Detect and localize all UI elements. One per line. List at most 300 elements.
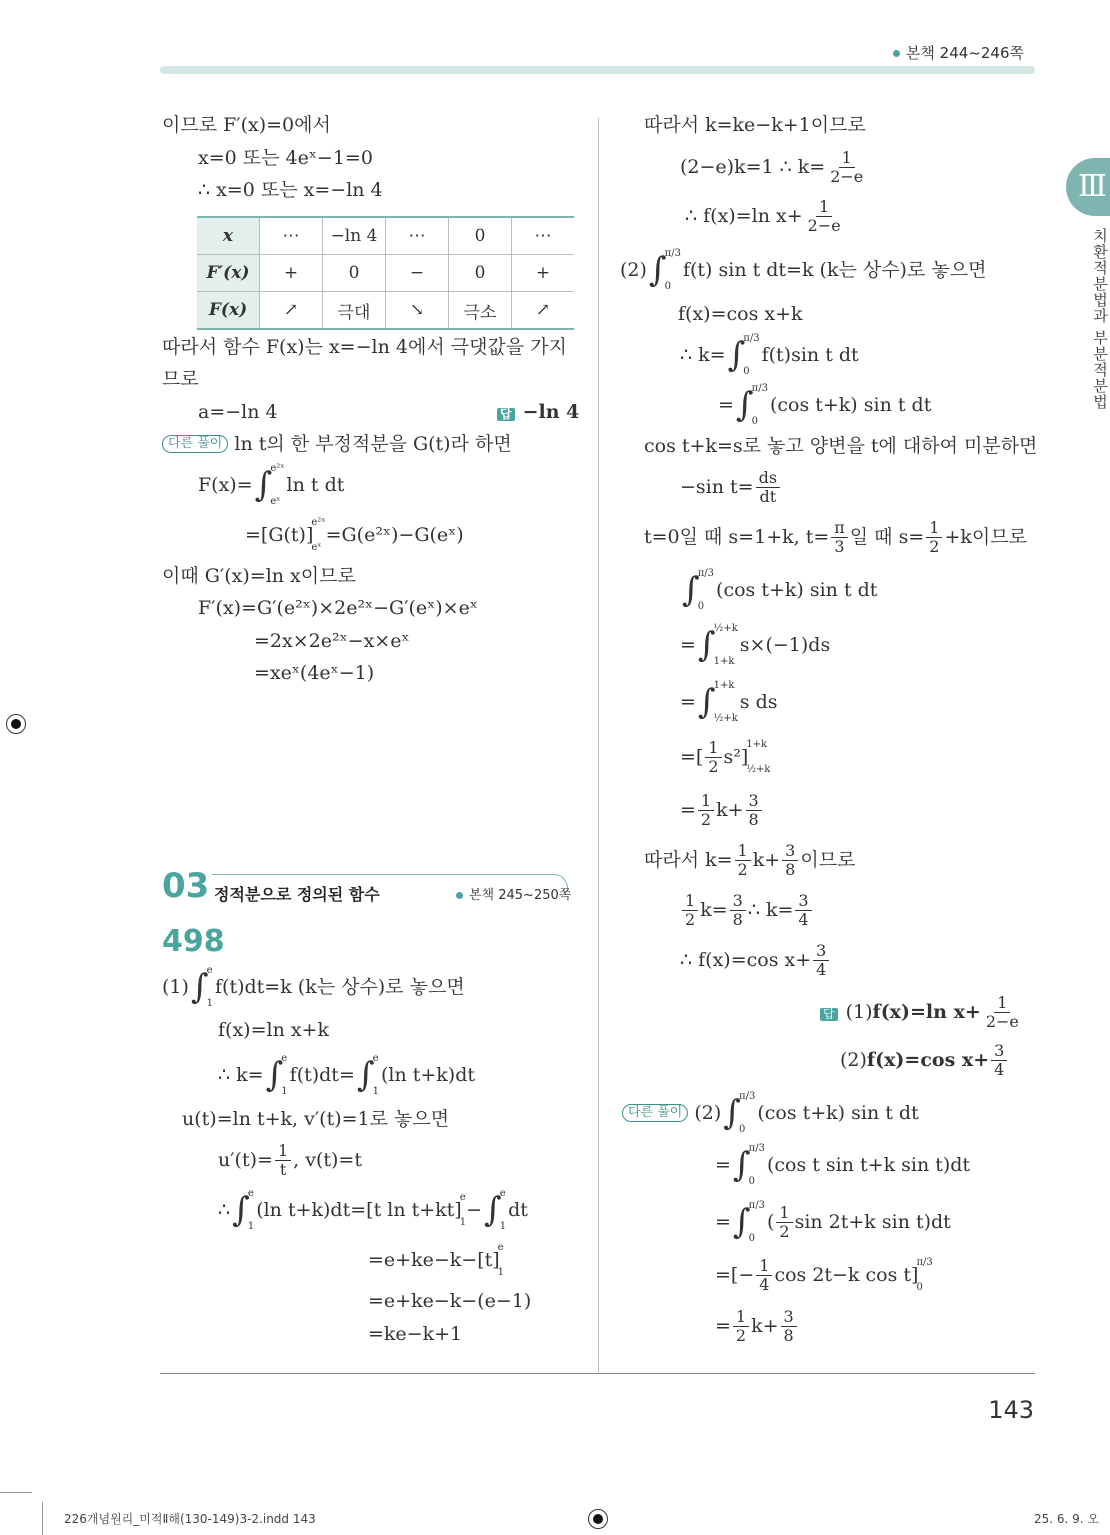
math-text: ∴ f(x)=cos x+ <box>680 948 812 971</box>
integral-limits <box>500 1188 506 1232</box>
solution-line <box>198 594 478 622</box>
math-text: =e+ke−k−[t] <box>368 1248 500 1271</box>
fraction <box>795 892 811 928</box>
solution-line <box>820 992 1024 1031</box>
math-text: ∴ k= <box>218 1063 264 1086</box>
upper-limit: π/3 <box>664 248 681 259</box>
fraction <box>776 1204 792 1240</box>
integral-sign-icon: ∫ <box>254 465 273 505</box>
math-text: s×(−1)ds <box>739 633 831 656</box>
numerator: 1 <box>839 149 855 168</box>
solution-line <box>680 467 782 506</box>
integral <box>733 1143 765 1187</box>
lower-limit: 1+k <box>713 656 735 667</box>
alternative-solution-badge: 다른 풀이 <box>162 435 228 453</box>
answer-badge: 답 <box>497 408 515 421</box>
numerator: 1 <box>816 198 832 217</box>
integral-limits <box>752 383 768 427</box>
fraction <box>275 1142 291 1178</box>
lower-limit: 0 <box>739 1124 746 1135</box>
solution-line <box>218 1188 528 1232</box>
solution-line <box>162 965 465 1009</box>
solution-line <box>644 111 866 139</box>
integral-limits <box>743 333 759 377</box>
solution-line <box>644 840 856 879</box>
chapter-title-vertical: 치환적분법과 부분적분법 <box>1091 228 1109 410</box>
math-text: ∴ f(x)=ln x+ <box>685 204 803 227</box>
numerator: 3 <box>746 792 762 811</box>
integral-limits <box>207 965 213 1009</box>
footer-file: 226개념원리_미적Ⅱ해(130-149)3-2.indd 143 <box>64 1512 316 1526</box>
numerator: ds <box>756 469 780 488</box>
denominator: 2−e <box>807 215 841 235</box>
integral-limits <box>373 1053 379 1097</box>
integral-limits <box>281 1053 287 1097</box>
math-text: sin 2t+k sin t)dt <box>794 1210 951 1233</box>
solution-line <box>715 1200 951 1244</box>
denominator: 4 <box>759 1274 770 1294</box>
table-cell: ↘ <box>386 292 449 330</box>
integral-sign-icon: ∫ <box>484 1190 502 1230</box>
math-text: cos t+k=s로 놓고 양변을 t에 대하여 미분하면 <box>644 434 1038 457</box>
solution-line <box>198 398 278 426</box>
upper-limit: ½+k <box>713 623 738 634</box>
denominator: 2−e <box>830 166 864 186</box>
integral-sign-icon: ∫ <box>697 682 716 722</box>
integral-limits <box>714 623 738 667</box>
bottom-rule <box>160 1373 1035 1374</box>
fraction <box>991 1042 1007 1078</box>
math-text: 일 때 s= <box>849 525 925 548</box>
math-text: (2−e)k=1 ∴ k= <box>680 155 826 178</box>
solution-line <box>622 1091 919 1135</box>
math-text: =[ <box>680 745 704 768</box>
lower-limit: 0 <box>748 1176 756 1187</box>
answer-text: −ln 4 <box>522 400 580 423</box>
solution-line <box>680 147 868 186</box>
math-text: 므로 <box>162 367 199 390</box>
table-cell: ↗ <box>260 292 323 330</box>
math-text: s ds <box>739 690 778 713</box>
math-text: ( <box>766 1210 775 1233</box>
upper-limit: π/3 <box>739 1091 756 1102</box>
integral <box>232 1188 254 1232</box>
math-text: ∴ x=0 또는 x=−ln 4 <box>198 178 383 201</box>
lower-limit: 1 <box>372 1086 379 1097</box>
integral-limits <box>698 568 714 612</box>
math-text: ln t dt <box>286 473 345 496</box>
math-text: 이므로 <box>800 848 856 871</box>
solution-line <box>644 432 1037 460</box>
integral <box>728 333 760 377</box>
integral-limits <box>714 680 738 724</box>
denominator: 2 <box>708 756 719 776</box>
header-bar <box>160 66 1035 74</box>
denominator: 4 <box>798 909 809 929</box>
numerator: 1 <box>275 1142 291 1161</box>
upper-limit: e <box>372 1053 379 1064</box>
integral-limits <box>270 463 284 507</box>
solution-line <box>685 196 846 235</box>
table-cell: ⋯ <box>512 217 575 255</box>
integral-sign-icon: ∫ <box>190 967 209 1007</box>
solution-line <box>198 463 345 507</box>
table-cell: −ln 4 <box>323 217 386 255</box>
integral <box>255 463 285 507</box>
integral <box>698 680 738 724</box>
math-text: ln t의 한 부정적분을 G(t)라 하면 <box>234 432 512 455</box>
denominator: t <box>279 1159 287 1179</box>
math-text: F(x)= <box>198 473 253 496</box>
fraction <box>756 469 780 505</box>
chapter-tab[interactable]: Ⅲ <box>1066 158 1110 216</box>
numerator: 1 <box>733 1308 749 1327</box>
evaluation-limits <box>498 1242 504 1278</box>
table-cell: ⋯ <box>386 217 449 255</box>
solution-line <box>678 300 803 328</box>
answer-expression: f(x)=ln x+ <box>872 1000 981 1023</box>
math-text: u′(t)= <box>218 1148 273 1171</box>
solution-line <box>245 517 464 553</box>
math-text: 이때 G′(x)=ln x이므로 <box>162 564 356 587</box>
math-text: , v(t)=t <box>293 1148 362 1171</box>
table-cell: F′(x) <box>197 255 260 292</box>
math-text: f(t) sin t dt=k (k는 상수)로 놓으면 <box>682 258 987 281</box>
math-text: (2) <box>694 1101 722 1124</box>
increase-decrease-table <box>197 216 574 330</box>
evaluation-limits <box>916 1257 932 1293</box>
table-row <box>197 255 574 292</box>
math-text: ∴ k= <box>747 898 794 921</box>
integral-sign-icon: ∫ <box>727 335 746 375</box>
solution-line <box>715 1143 971 1187</box>
answer-badge: 답 <box>820 1008 838 1021</box>
math-text: (1) <box>162 975 189 998</box>
fraction <box>746 792 762 828</box>
math-text: dt <box>508 1198 528 1221</box>
solution-line <box>218 1053 476 1097</box>
lower-limit: 0 <box>751 416 759 427</box>
fraction <box>730 892 746 928</box>
denominator: 2 <box>685 909 696 929</box>
upper-limit: e <box>499 1188 506 1199</box>
math-text: (cos t+k) sin t dt <box>769 393 932 416</box>
solution-line <box>680 568 878 612</box>
fraction <box>805 198 844 234</box>
numerator: 1 <box>705 739 721 758</box>
integral-sign-icon: ∫ <box>732 1202 751 1242</box>
table-cell: + <box>512 255 575 292</box>
integral <box>733 1200 765 1244</box>
denominator: 2 <box>700 809 712 829</box>
math-text: =G(e²ˣ)−G(eˣ) <box>325 523 464 546</box>
denominator: 2−e <box>985 1011 1019 1031</box>
solution-line <box>218 1140 362 1179</box>
upper-limit: π/3 <box>748 1200 765 1211</box>
denominator: 8 <box>732 909 743 929</box>
integral-limits <box>665 248 681 292</box>
math-text: s²] <box>723 745 749 768</box>
math-text: (2) <box>620 258 647 281</box>
lower-limit: 0 <box>697 601 705 612</box>
math-text: (cos t+k) sin t dt <box>757 1101 919 1124</box>
math-text: f(x)=ln x+k <box>218 1018 329 1041</box>
upper-limit: e <box>497 1242 504 1253</box>
integral-sign-icon: ∫ <box>232 1190 250 1230</box>
solution-line <box>198 144 373 172</box>
lower-limit: ½+k <box>713 713 738 724</box>
solution-line <box>680 623 831 667</box>
upper-limit: π/3 <box>697 568 715 579</box>
denominator: 8 <box>785 859 796 879</box>
integral-limits <box>749 1143 765 1187</box>
fraction <box>926 519 942 555</box>
numerator: 1 <box>776 1204 792 1223</box>
integral <box>723 1091 755 1135</box>
upper-limit: π/3 <box>748 1143 765 1154</box>
table-cell: ↗ <box>512 292 575 330</box>
solution-line <box>368 1242 505 1278</box>
numerator: 1 <box>994 994 1010 1013</box>
table-cell: 극대 <box>323 292 386 330</box>
column-divider <box>598 118 599 1373</box>
math-text: =e+ke−k−(e−1) <box>368 1289 532 1312</box>
crop-mark <box>0 1492 32 1493</box>
denominator: 4 <box>994 1059 1005 1079</box>
section-reference-text: 본책 245~250쪽 <box>469 888 572 903</box>
denominator: 8 <box>783 1325 794 1345</box>
upper-limit: π/3 <box>751 383 768 394</box>
upper-limit: e <box>206 965 213 976</box>
evaluation-limits <box>311 517 325 553</box>
math-text: +k이므로 <box>944 525 1027 548</box>
integral-sign-icon: ∫ <box>723 1093 742 1133</box>
table-cell: 0 <box>449 255 512 292</box>
math-text: =[− <box>715 1263 755 1286</box>
lower-limit: 0 <box>743 366 750 377</box>
lower-limit: 0 <box>664 281 672 292</box>
math-text: k= <box>700 898 728 921</box>
math-text: =xeˣ(4eˣ−1) <box>254 661 375 684</box>
math-text: k+ <box>752 848 781 871</box>
math-text: = <box>680 798 696 821</box>
table-cell: 0 <box>449 217 512 255</box>
upper-limit: e <box>281 1053 288 1064</box>
fraction <box>735 842 751 878</box>
lower-limit: 1 <box>497 1267 505 1278</box>
math-text: =ke−k+1 <box>368 1322 463 1345</box>
math-text: = <box>715 1314 731 1337</box>
math-text: 이므로 F′(x)=0에서 <box>162 113 331 136</box>
math-text: = <box>680 633 696 656</box>
footer-date: 25. 6. 9. 오 <box>1034 1512 1100 1526</box>
denominator: 2 <box>735 1325 747 1345</box>
table-cell: ⋯ <box>260 217 323 255</box>
math-text: = <box>680 690 696 713</box>
integral-sign-icon: ∫ <box>682 570 700 610</box>
numerator: 3 <box>781 1308 797 1327</box>
fraction <box>781 1308 797 1344</box>
solution-line <box>680 737 771 776</box>
lower-limit: 1 <box>281 1086 288 1097</box>
integral <box>484 1188 506 1232</box>
table-cell: − <box>386 255 449 292</box>
math-text: = <box>715 1153 731 1176</box>
fraction <box>756 1257 772 1293</box>
integral <box>682 568 714 612</box>
math-text: ∴ k= <box>680 343 726 366</box>
math-text: f(t)sin t dt <box>761 343 859 366</box>
math-text: k+ <box>716 798 744 821</box>
table-cell: F(x) <box>197 292 260 330</box>
upper-limit: 1+k <box>713 680 735 691</box>
solution-line <box>198 176 383 204</box>
solution-line <box>182 1105 449 1133</box>
integral-sign-icon: ∫ <box>356 1055 375 1095</box>
fraction <box>698 792 714 828</box>
numerator: 1 <box>698 792 714 811</box>
integral-sign-icon: ∫ <box>265 1055 284 1095</box>
solution-line <box>715 1306 799 1345</box>
fraction <box>827 149 866 185</box>
solution-line <box>218 1016 329 1044</box>
integral <box>649 248 681 292</box>
integral <box>357 1053 379 1097</box>
denominator: 2 <box>779 1221 790 1241</box>
integral-limits <box>739 1091 755 1135</box>
answer <box>497 402 579 423</box>
solution-line <box>680 680 778 724</box>
upper-limit: e <box>247 1188 254 1199</box>
integral <box>736 383 768 427</box>
math-text: = <box>715 1210 731 1233</box>
lower-limit: eˣ <box>270 496 281 507</box>
math-text: k+ <box>751 1314 779 1337</box>
solution-line <box>620 248 987 292</box>
math-text: 따라서 k= <box>644 848 733 871</box>
fraction <box>782 842 798 878</box>
math-text: f(t)dt= <box>289 1063 355 1086</box>
page-number: 143 <box>988 1396 1034 1424</box>
math-text: − <box>466 1198 483 1221</box>
fraction <box>682 892 698 928</box>
lower-limit: ½+k <box>746 764 771 775</box>
solution-line <box>680 940 831 979</box>
solution-line <box>680 790 764 829</box>
solution-line <box>718 383 932 427</box>
numerator: 3 <box>813 942 829 961</box>
math-text: f(t)dt=k (k는 상수)로 놓으면 <box>215 975 465 998</box>
numerator: 1 <box>682 892 698 911</box>
integral-sign-icon: ∫ <box>697 625 716 665</box>
registration-mark-icon <box>588 1509 608 1529</box>
fraction <box>813 942 829 978</box>
math-text: 따라서 함수 F(x)는 x=−ln 4에서 극댓값을 가지 <box>162 335 567 358</box>
math-text: = <box>718 393 734 416</box>
table-cell: + <box>260 255 323 292</box>
solution-line <box>680 890 814 929</box>
bullet-icon <box>456 892 463 899</box>
integral <box>191 965 213 1009</box>
numerator: 1 <box>756 1257 772 1276</box>
math-text: t=0일 때 s=1+k, t= <box>644 525 830 548</box>
math-text: ∴ <box>218 1198 231 1221</box>
lower-limit: eˣ <box>311 542 322 553</box>
solution-line <box>680 333 859 377</box>
math-text: (2) <box>840 1048 867 1071</box>
bullet-icon <box>893 50 900 57</box>
denominator: 2 <box>737 859 748 879</box>
math-text: cos 2t−k cos t] <box>774 1263 919 1286</box>
integral-limits <box>248 1188 254 1232</box>
upper-limit: e²ˣ <box>270 463 285 474</box>
book-reference-text: 본책 244~246쪽 <box>905 44 1024 62</box>
numerator: 1 <box>926 519 942 538</box>
table-row <box>197 217 574 255</box>
upper-limit: 1+k <box>746 739 768 750</box>
problem-number: 498 <box>162 924 225 959</box>
numerator: 3 <box>782 842 798 861</box>
integral-sign-icon: ∫ <box>735 385 754 425</box>
math-text: (ln t+k)dt <box>380 1063 476 1086</box>
solution-line <box>840 1040 1009 1079</box>
lower-limit: 1 <box>247 1221 255 1232</box>
math-text: u(t)=ln t+k, v′(t)=1로 놓으면 <box>182 1107 450 1130</box>
alternative-solution-badge: 다른 풀이 <box>622 1104 688 1122</box>
fraction <box>831 519 848 555</box>
numerator: 3 <box>991 1042 1007 1061</box>
fraction <box>705 739 721 775</box>
math-text: F′(x)=G′(e²ˣ)×2e²ˣ−G′(eˣ)×eˣ <box>198 596 478 619</box>
fraction <box>983 994 1022 1030</box>
lower-limit: 1 <box>206 998 214 1009</box>
solution-line <box>162 365 199 393</box>
solution-line <box>254 659 374 687</box>
solution-line <box>162 430 512 458</box>
lower-limit: 1 <box>459 1217 467 1228</box>
solution-line <box>368 1320 462 1348</box>
integral <box>698 623 738 667</box>
math-text: (cos t+k) sin t dt <box>716 578 878 601</box>
denominator: 3 <box>834 536 845 556</box>
crop-mark <box>42 1502 43 1535</box>
lower-limit: 1 <box>499 1221 507 1232</box>
integral <box>266 1053 288 1097</box>
fraction <box>733 1308 749 1344</box>
denominator: 8 <box>748 809 759 829</box>
math-text: a=−ln 4 <box>198 400 278 423</box>
denominator: 2 <box>929 536 940 556</box>
denominator: dt <box>759 486 777 506</box>
math-text: =[G(t)] <box>245 523 314 546</box>
table-cell: x <box>197 217 260 255</box>
solution-line <box>162 333 567 361</box>
math-text: −sin t= <box>680 475 754 498</box>
answer-expression: f(x)=cos x+ <box>866 1048 990 1071</box>
integral-sign-icon: ∫ <box>732 1145 751 1185</box>
numerator: 3 <box>795 892 811 911</box>
integral-limits <box>749 1200 765 1244</box>
math-text: 따라서 k=ke−k+1이므로 <box>644 113 866 136</box>
numerator: π <box>831 519 848 538</box>
math-text: (ln t+k)dt=[t ln t+kt] <box>256 1198 462 1221</box>
section-title: 정적분으로 정의된 함수 <box>214 885 380 904</box>
solution-line <box>644 517 1027 556</box>
table-cell: 0 <box>323 255 386 292</box>
table-cell: 극소 <box>449 292 512 330</box>
solution-line <box>715 1255 933 1294</box>
upper-limit: e²ˣ <box>311 517 326 528</box>
